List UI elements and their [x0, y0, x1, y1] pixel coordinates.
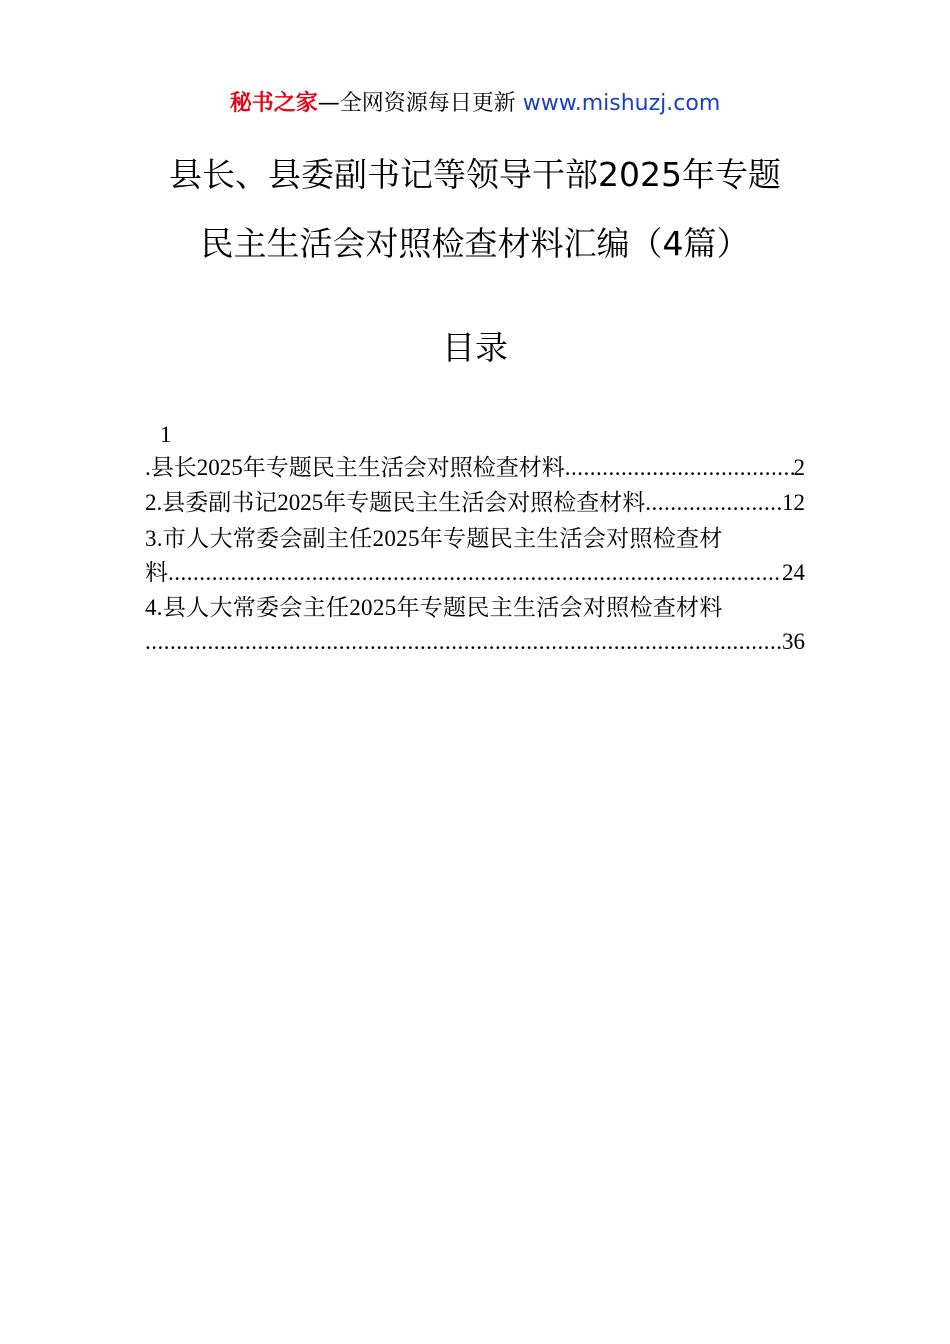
toc-item-4-text: 4.县人大常委会主任2025年专题民主生活会对照检查材料 [145, 595, 723, 620]
toc-item-3-text: 3.市人大常委会副主任2025年专题民主生活会对照检查材 [145, 526, 723, 551]
toc-first-number: 1 [160, 422, 172, 447]
brand-name: 秘书之家 [229, 91, 318, 116]
toc-item-4-page: 36 [782, 629, 805, 654]
toc-item-1-text: .县长2025年专题民主生活会对照检查材料 [145, 455, 565, 480]
toc-item-2-text: 2.县委副书记2025年专题民主生活会对照检查材料 [145, 490, 646, 515]
header-tagline: —全网资源每日更新 [317, 91, 523, 116]
toc-item-2-leader [645, 486, 782, 520]
toc-item-3[interactable] [145, 522, 805, 556]
toc-item-3-continued[interactable] [145, 556, 805, 590]
toc-item-4-continued[interactable] [145, 625, 805, 659]
toc-item-3-page: 24 [782, 560, 805, 585]
toc-item-2[interactable] [145, 486, 805, 520]
document-title-line-2: 民主生活会对照检查材料汇编（4篇） [200, 224, 750, 263]
toc-item-3-leader [168, 556, 782, 590]
document-title-line-1: 县长、县委副书记等领导干部2025年专题 [169, 155, 781, 194]
toc-item-1[interactable] [145, 451, 805, 485]
toc-item-4-leader [145, 625, 782, 659]
toc-heading: 目录 [442, 328, 508, 367]
site-header [0, 88, 950, 120]
toc-item-1-leader [565, 451, 794, 485]
site-url-link[interactable]: www.mishuzj.com [522, 91, 721, 116]
toc-item-1-page: 2 [793, 455, 805, 480]
toc-item-2-page: 12 [782, 490, 805, 515]
toc-item-4[interactable] [145, 591, 805, 625]
toc-item-3-continuation: 料 [145, 560, 168, 585]
